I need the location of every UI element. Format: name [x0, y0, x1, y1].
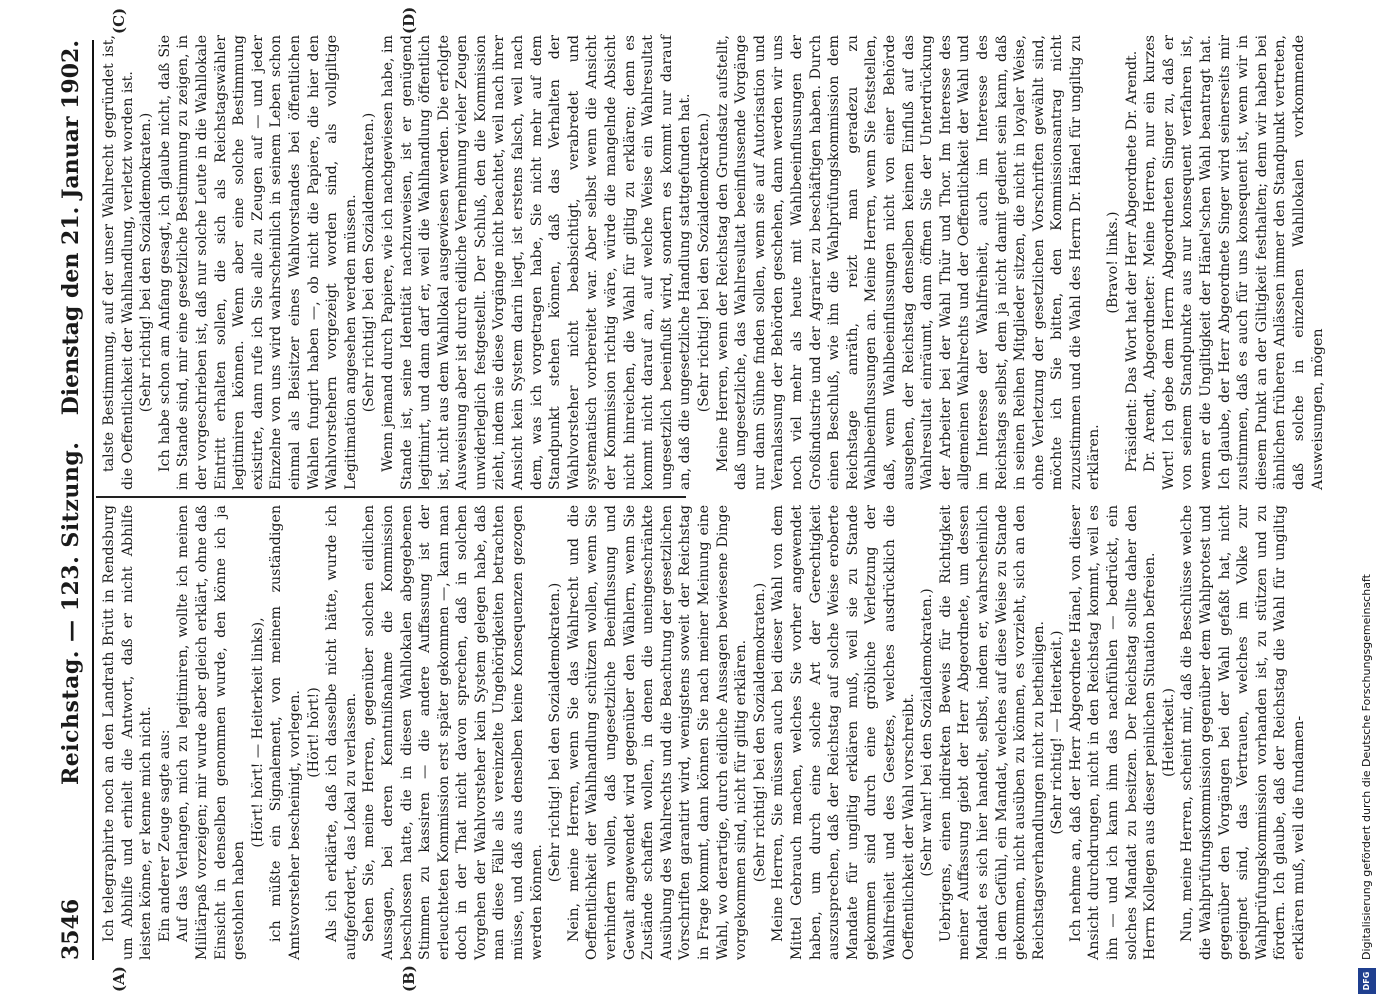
- paragraph: Uebrigens, einen indirekten Beweis für die Richtigkeit meiner Auffassung giebt der Herr Abgeordnete, um dessen Mandat es sich hier handelt, selbst, indem er, wahrscheinlich in dem Gefühl, ein Mandat, welches auf diese Weise zu Stande gekommen, nicht ausüben zu können, es vorzieht, sich an den Reichstagsverhandlungen nicht zu betheiligen.: [937, 505, 1047, 960]
- page-header: [52, 40, 94, 960]
- paragraph: Sehen Sie, meine Herren, gegenüber solchen eidlichen Aussagen, bei deren Kenntnißnahme die Kommission beschlossen hatte, die in diesen Wahllokalen abgegebenen Stimmen zu kassiren — die andere Auffassung ist der erleuchteten Kommission erst später gekommen —, kann man doch in der That nicht davon sprechen, daß in solchen Vorgehen der Wahlvorsteher kein System gelegen habe, daß man diese Fälle als vereinzelte Ungehörigkeiten betrachten müsse, und daß aus denselben keine Konsequenzen gezogen werden können.: [361, 505, 545, 960]
- session-date: Dienstag den 21. Januar 1902.: [58, 40, 84, 416]
- margin-letter-c: (C): [110, 7, 128, 34]
- interjection: (Heiterkeit.): [1160, 688, 1177, 777]
- left-text-column: [100, 505, 1307, 960]
- paragraph: Auf das Verlangen, mich zu legitimiren, wollte ich meinen Militärpaß vorzeigen; mir wurde aber gleich erklärt, ohne daß Einsicht in denselben genommen wurde, den könne ich ja gestohlen haben: [175, 505, 248, 960]
- paragraph: Nein, meine Herren, wenn Sie das Wahlrecht und die Oeffentlichkeit der Wahlhandlung schützen wollen, wenn Sie verhindern wollen, daß ungesetzliche Beeinflussung und Gewalt angewendet wird gegenüber den Wählern, wenn Sie Zustände schaffen wollen, in denen die uneingeschränkte Ausübung des Wahlrechts und die Beachtung der gesetzlichen Vorschriften garantirt wird, wenigstens soweit der Reichstag in Frage kommt, dann können Sie nach meiner Meinung eine Wahl, wo derartige, durch eidliche Aussagen bewiesene Dinge vorgekommen sind, nicht für giltig erklären.: [565, 505, 750, 960]
- paragraph: Meine Herren, wenn der Reichstag den Grundsatz aufstellt, daß ungesetzliche, das Wahlresultat beeinflussende Vorgänge nur dann Sühne finden sollen, wenn sie auf Autorisation und Veranlassung der Behörden geschehen, dann werden wir uns noch viel mehr als heute mit Wahlbeeinflussungen der Großindustrie und der Agrarier zu beschäftigen haben. Durch einen Beschluß, wie ihn die Wahlprüfungskommission dem Reichstage anräth, reizt man geradezu zu Wahlbeeinflussungen an. Meine Herren, wenn Sie feststellen, daß, wenn Wahlbeeinflussungen nicht von einer Behörde ausgehen, der Reichstag denselben keinen Einfluß auf das Wahlresultat einräumt, dann öffnen Sie der Unterdrückung der Arbeiter bei der Wahl Thür und Thor. Im Interesse des allgemeinen Wahlrechts und der Oeffentlichkeit der Wahl und im Interesse der Wahlfreiheit, auch im Interesse des Reichstags selbst, dem ja nicht damit gedient sein kann, daß in seinen Reihen Mitglieder sitzen, die nicht in loyaler Weise, ohne Verletzung der gesetzlichen Vorschriften gewählt sind, möchte ich Sie bitten, den Kommissionsantrag nicht zuzustimmen und die Wahl des Herrn Dr. Hänel für ungiltig zu erklären.: [714, 35, 1103, 490]
- paragraph: Ich telegraphirte noch an den Landrath Brütt in Rendsburg um Abhilfe und erhielt die Antwort, daß er nicht Abhilfe leisten könne, er kenne mich nicht.: [101, 505, 155, 960]
- paragraph: Wenn jemand durch Papiere, wie ich nachgewiesen habe, im Stande ist, seine Identität nachzuweisen, ist er genügend legitimirt, und dann darf er, weil die Wahlhandlung öffentlich ist, nicht aus dem Wahllokal ausgewiesen werden. Die erfolgte Ausweisung aber ist durch eidliche Vernehmung vieler Zeugen unwiderleglich festgestellt. Der Schluß, den die Kommission zieht, indem sie diese Vorgänge nicht beachtet, weil nach ihrer Ansicht kein System darin liegt, ist erstens falsch, weil nach dem, was ich vorgetragen habe, Sie nicht mehr auf dem Standpunkt stehen können, daß das Verhalten der Wahlvorsteher nicht beabsichtigt, verabredet und systematisch vorbereitet war. Aber selbst wenn die Ansicht der Kommission richtig wäre, würde die mangelnde Absicht nicht hinreichen, die Wahl für giltig zu erklären; denn es kommt nicht darauf an, auf welche Weise ein Wahlresultat ungesetzlich beeinflußt wird, sondern es kommt nur darauf an, daß die ungesetzliche Handlung stattgefunden hat.: [379, 35, 694, 490]
- paragraph: ich müßte ein Signalement, von meinem zuständigen Amtsvorsteher bescheinigt, vorlegen.: [268, 505, 303, 960]
- credit-text: Digitalisierung gefördert durch die Deutsche Forschungsgemeinschaft: [1360, 574, 1373, 960]
- paragraph: Ein anderer Zeuge sagte aus:: [156, 729, 173, 942]
- page-number: 3546: [58, 898, 84, 960]
- interjection: (Sehr richtig! bei den Sozialdemokraten.): [361, 112, 378, 413]
- paragraph: Nun, meine Herren, scheint mir, daß die Beschlüsse welche die Wahlprüfungskommission gegenüber dem Wahlprotest und gegenüber den Vorgängen bei der Wahl gefaßt hat, nicht geeignet sind, das Vertrauen, welches im Volke zur Wahlprüfungskommission vorhanden ist, zu stützen und zu fördern. Ich glaube, daß der Reichstag die Wahl für ungiltig erklären muß, weil die fundamen-: [1179, 505, 1307, 960]
- speaker-paragraph: Präsident: Das Wort hat der Herr Abgeordnete Dr. Arendt.: [1123, 50, 1140, 472]
- margin-letter-a: (A): [110, 966, 128, 992]
- interjection: (Sehr richtig! — Heiterkeit.): [1049, 630, 1066, 835]
- paragraph: Meine Herren, Sie müssen auch bei dieser Wahl von dem Mittel Gebrauch machen, welches Sie vorher angewendet haben, um durch eine solche Art der Gerechtigkeit auszusprechen, daß der Reichstag auf solche Weise eroberte Mandate für ungiltig erklären muß, weil sie zu Stande gekommen sind durch eine gröbliche Verletzung der Wahlfreiheit und des Gesetzes, welches ausdrücklich die Oeffentlichkeit der Wahl vorschreibt.: [770, 505, 917, 960]
- interjection: (Bravo! links.): [1105, 211, 1122, 314]
- interjection: (Sehr richtig! bei den Sozialdemokraten.): [138, 112, 155, 413]
- interjection: (Hört! hört! — Heiterkeit links),: [249, 617, 266, 848]
- margin-letter-d: (D): [400, 6, 418, 34]
- session-title: Reichstag. — 123. Sitzung.: [58, 441, 84, 785]
- margin-letter-b: (B): [400, 965, 418, 992]
- interjection: (Sehr wahr! bei den Sozialdemokraten.): [919, 588, 936, 877]
- interjection: (Sehr richtig! bei den Sozialdemokraten.): [696, 112, 712, 413]
- dfg-logo: DFG: [1358, 968, 1376, 994]
- speaker-paragraph: Dr. Arendt, Abgeordneter: Meine Herren, nur ein kurzes Wort! Ich gebe dem Herrn Abgeordneten Singer zu, daß er von seinem Standpunkte aus nur konsequent verfahren ist, wenn er die Ungiltigkeit der Hänel'schen Wahl beantragt hat. Ich glaube, der Herr Abgeordnete Singer wird seinerseits mir zustimmen, daß es auch für uns konsequent ist, wenn wir in diesem Punkt an der Giltigkeit festhalten; denn wir haben bei ähnlichen früheren Anlässen immer den Standpunkt vertreten, daß solche in einzelnen Wahllokalen vorkommende Ausweisungen, mögen: [1142, 35, 1326, 490]
- interjection: (Hört! hört!): [305, 687, 322, 778]
- right-text-column: [100, 35, 1326, 490]
- paragraph: Ich habe schon am Anfang gesagt, ich glaube nicht, daß Sie im Stande sind, mir eine gesetzliche Bestimmung zu zeigen, in der vorgeschrieben ist, daß nur solche Leute in die Wahllokale Eintritt erhalten sollen, die sich als Reichstagswähler legitimiren können. Wenn aber eine solche Bestimmung existirte, dann rufe ich Sie alle zu Zeugen auf — und jeder Einzelne von uns wird wahrscheinlich in seinem Leben schon einmal als Beisitzer eines Wahlvorstandes bei öffentlichen Wahlen fungirt haben —, ob nicht die Papiere, die hier den Wahlvorstehern vorgezeigt worden sind, als vollgiltige Legitimation angesehen werden müssen.: [156, 35, 359, 490]
- paragraph: Als ich erklärte, daß ich dasselbe nicht hätte, wurde ich aufgefordert, das Lokal zu verlassen.: [324, 505, 359, 960]
- column-divider: [96, 496, 686, 498]
- paragraph: Ich nehme an, daß der Herr Abgeordnete Hänel, von dieser Ansicht durchdrungen, nicht in den Reichstag kommt, weil es ihn — und ich kann ihm das nachfühlen — bedrückt, ein solches Mandat zu besitzen. Der Reichstag sollte daher den Herrn Kollegen aus dieser peinlichen Situation befreien.: [1067, 505, 1159, 960]
- digitization-credit: [1352, 0, 1383, 1000]
- interjection: (Sehr richtig! bei den Sozialdemokraten.): [751, 582, 768, 883]
- interjection: (Sehr richtig! bei den Sozialdemokraten.): [547, 582, 564, 883]
- paragraph: talste Bestimmung, auf der unser Wahlrecht gegründet ist, die Oeffentlichkeit der Wahlhandlung, verletzt worden ist.: [101, 35, 136, 490]
